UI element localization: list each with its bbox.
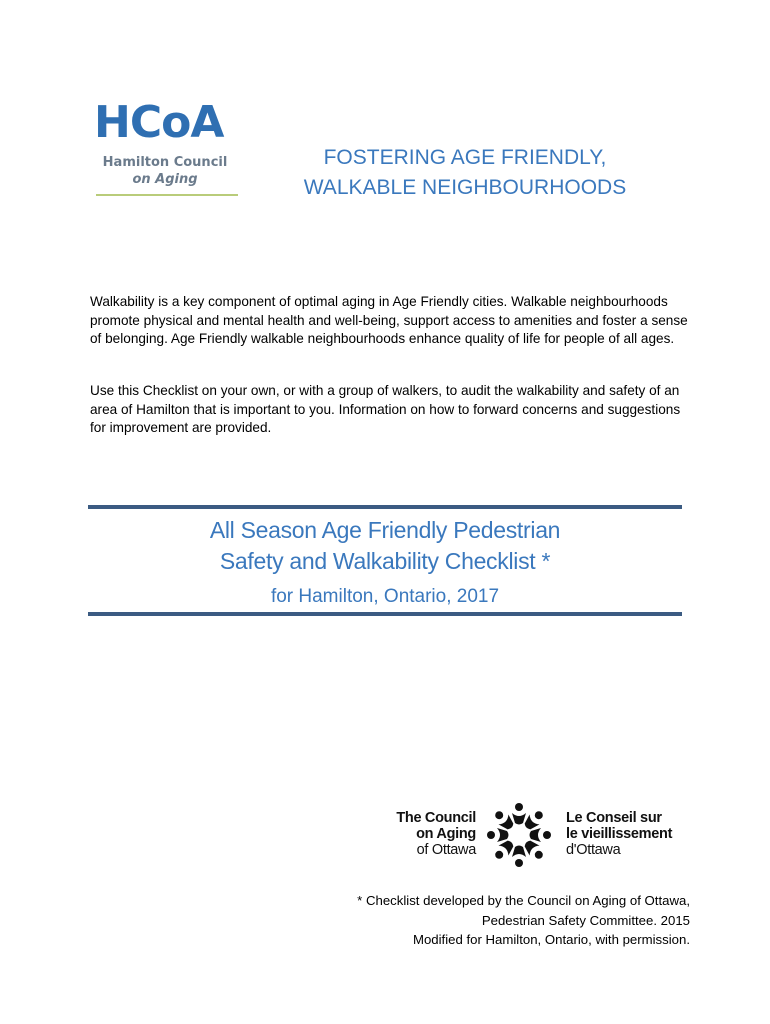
council-logo-english: The Council on Aging of Ottawa [396, 810, 476, 858]
footnote-line1: * Checklist developed by the Council on Aging of Ottawa, [357, 893, 690, 908]
hcoa-logo [92, 98, 242, 202]
divider-top [88, 505, 682, 509]
hcoa-logo-name [92, 154, 238, 188]
intro-paragraph-2: Use this Checklist on your own, or with a group of walkers, to audit the walkability and safety of an area of Hamilton that is important to you. Information on how to forward concerns and suggestions for improvement are provided. [90, 383, 681, 435]
intro-paragraph-1: Walkability is a key component of optimal aging in Age Friendly cities. Walkable neighbourhoods promote physical and mental health and well-being, support access to amenities and foster a sense of belonging. Age Friendly walkable neighbourhoods enhance quality of life for people of all ages. [90, 294, 688, 346]
page-heading [270, 143, 660, 203]
hcoa-logo-mark: HCoA [94, 97, 224, 148]
divider-bottom [88, 612, 682, 616]
checklist-title-line1: All Season Age Friendly Pedestrian [209, 517, 561, 543]
footnote [300, 891, 690, 950]
council-on-aging-ottawa-logo [384, 800, 680, 870]
page-heading-line2: WALKABLE NEIGHBOURHOODS [303, 176, 627, 199]
hcoa-name-line1: Hamilton Council [102, 155, 228, 170]
checklist-subtitle: for Hamilton, Ontario, 2017 [270, 586, 500, 607]
hcoa-logo-underline [96, 194, 238, 196]
checklist-title [90, 515, 680, 577]
council-logo-french: Le Conseil sur le vieillissement d'Ottawa [566, 810, 673, 858]
hcoa-name-line2: on Aging [132, 172, 198, 187]
footnote-line2: Pedestrian Safety Committee. 2015 [481, 912, 690, 928]
people-circle-emblem-icon [484, 800, 554, 870]
page-heading-line1: FOSTERING AGE FRIENDLY, [323, 146, 607, 169]
footnote-line3: Modified for Hamilton, Ontario, with permission. [412, 932, 690, 947]
checklist-title-line2: Safety and Walkability Checklist * [219, 548, 551, 574]
